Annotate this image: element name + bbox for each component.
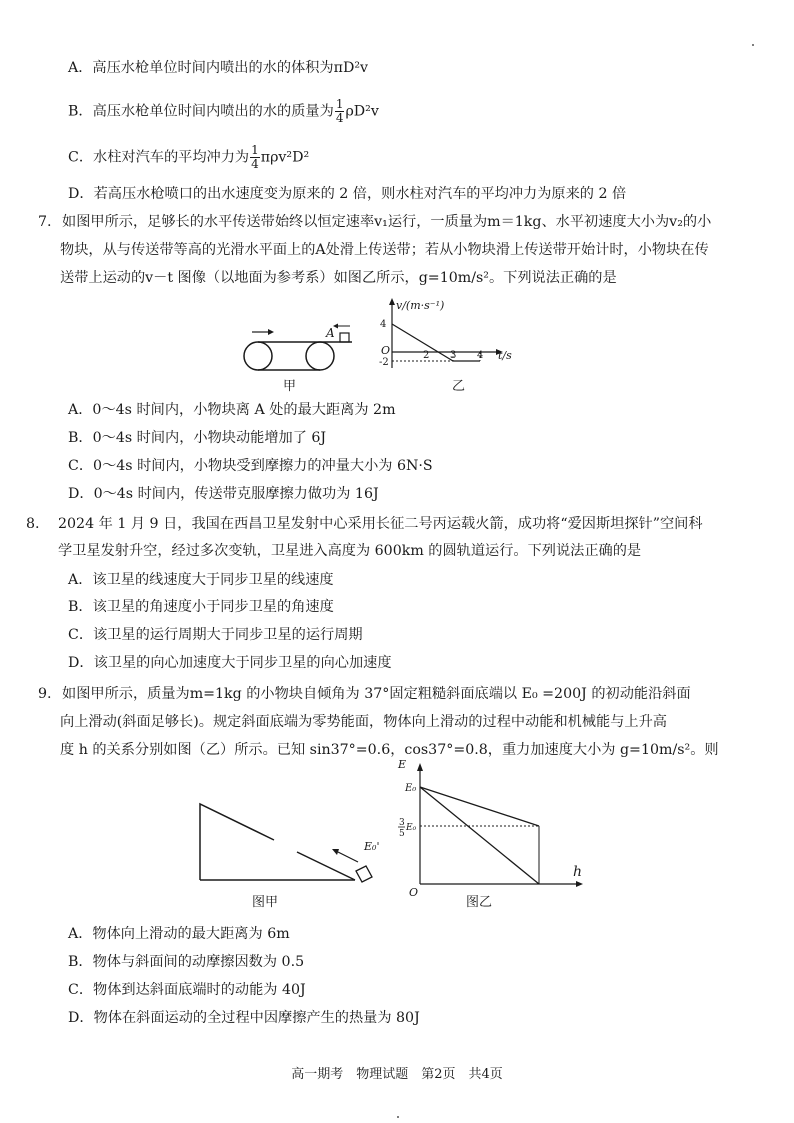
q6-option-d: D．若高压水枪喷口的出水速度变为原来的 2 倍，则水柱对汽车的平均冲力为原来的 2 倍 bbox=[68, 186, 627, 202]
page-footer: 高一期考 物理试题 第2页 共4页 bbox=[291, 1067, 503, 1082]
q6-option-b: B．高压水枪单位时间内喷出的水的质量为 $\frac{1}{4}$ ρD²v bbox=[68, 97, 379, 125]
frac-den-5: 5 bbox=[399, 829, 405, 839]
q6-option-a: A．高压水枪单位时间内喷出的水的体积为πD²v bbox=[68, 60, 369, 76]
q6-b-fraction: $\frac{1}{4}$ bbox=[335, 97, 344, 125]
scan-speck bbox=[752, 44, 754, 46]
q7-option-c: C．0～4s 时间内，小物块受到摩擦力的冲量大小为 6N·S bbox=[68, 458, 433, 474]
q8-option-d: D．该卫星的向心加速度大于同步卫星的向心加速度 bbox=[68, 655, 392, 671]
v-tick-4: 4 bbox=[380, 319, 387, 330]
h-axis-arrow-icon bbox=[576, 881, 583, 887]
q6-option-c: C．水柱对汽车的平均冲力为 $\frac{1}{4}$ πρv²D² bbox=[68, 143, 310, 171]
frac-num-3: 3 bbox=[399, 818, 405, 828]
q7-option-a: A．0～4s 时间内，小物块离 A 处的最大距离为 2m bbox=[68, 402, 396, 418]
figure-jia-caption: 甲 bbox=[283, 379, 297, 394]
q7-option-b: B．0～4s 时间内，小物块动能增加了 6J bbox=[68, 430, 327, 446]
q7-stem-line-1: 如图甲所示，足够长的水平传送带始终以恒定速率v₁运行，一质量为m＝1kg、水平初速度大小为v₂的小 bbox=[62, 214, 712, 230]
launch-direction-arrow-icon bbox=[332, 849, 339, 855]
q9-number: 9. bbox=[38, 686, 52, 702]
q9-option-c: C．物体到达斜面底端时的动能为 40J bbox=[68, 982, 306, 998]
initial-energy-label: E₀' bbox=[364, 840, 380, 853]
q8-option-b: B．该卫星的角速度小于同步卫星的角速度 bbox=[68, 599, 334, 615]
origin-label: O bbox=[381, 344, 391, 357]
block-on-incline bbox=[356, 866, 372, 882]
h-axis-label: h bbox=[573, 864, 583, 880]
q7-stem-line-3: 送带上运动的v－t 图像（以地面为参考系）如图乙所示，g=10m/s²。下列说法正确的是 bbox=[60, 270, 617, 286]
q8-option-c: C．该卫星的运行周期大于同步卫星的运行周期 bbox=[68, 627, 363, 643]
figure-jia-caption-q9: 图甲 bbox=[252, 895, 279, 910]
e0-tick-label: E₀ bbox=[405, 783, 417, 794]
q6-c-fraction: $\frac{1}{4}$ bbox=[251, 143, 259, 171]
conveyor-belt-diagram bbox=[244, 324, 352, 395]
energy-height-graph bbox=[397, 758, 583, 910]
mechanical-energy-line bbox=[420, 787, 539, 826]
t-tick-3: 3 bbox=[450, 350, 457, 361]
frac-e0-label: E₀ bbox=[406, 823, 417, 833]
origin-label-q9: O bbox=[409, 886, 419, 899]
q9-option-b: B．物体与斜面间的动摩擦因数为 0.5 bbox=[68, 954, 305, 970]
incline-diagram bbox=[200, 804, 379, 910]
q9-option-d: D．物体在斜面运动的全过程中因摩擦产生的热量为 80J bbox=[68, 1010, 420, 1026]
t-axis-label: t/s bbox=[498, 349, 512, 362]
e-axis-arrow-icon bbox=[417, 763, 423, 771]
q9-option-a: A．物体向上滑动的最大距离为 6m bbox=[68, 926, 290, 942]
q7-option-d: D．0～4s 时间内，传送带克服摩擦力做功为 16J bbox=[68, 486, 379, 502]
kinetic-energy-line bbox=[420, 787, 539, 884]
v-axis-arrow-icon bbox=[389, 298, 395, 305]
figure-yi-caption-q9: 图乙 bbox=[466, 895, 493, 910]
q7-figures bbox=[230, 296, 530, 396]
v-tick-neg2: -2 bbox=[379, 357, 389, 368]
figure-yi-caption: 乙 bbox=[452, 379, 466, 394]
v-axis-label: v/(m·s⁻¹) bbox=[396, 299, 445, 312]
q7-stem-line-2: 物块，从与传送带等高的光滑水平面上的A处滑上传送带；若从小物块滑上传送带开始计时，小物块在传 bbox=[60, 242, 709, 258]
q9-stem-line-3: 度 h 的关系分别如图（乙）所示。已知 sin37°=0.6，cos37°=0.8，重力加速度大小为 g=10m/s²。则 bbox=[60, 742, 719, 758]
belt-direction-arrow-icon bbox=[268, 329, 274, 335]
q8-number: 8. bbox=[26, 516, 40, 532]
t-tick-4: 4 bbox=[477, 350, 484, 361]
q8-stem-line-2: 学卫星发射升空，经过多次变轨，卫星进入高度为 600km 的圆轨道运行。下列说法正确的是 bbox=[58, 543, 642, 559]
t-tick-2: 2 bbox=[423, 350, 430, 361]
e-axis-label: E bbox=[398, 758, 407, 771]
q8-stem-line-1: 2024 年 1 月 9 日，我国在西昌卫星发射中心采用长征二号丙运载火箭，成功将“爱因斯坦探针”空间科 bbox=[58, 516, 703, 532]
q7-number: 7. bbox=[38, 214, 52, 230]
q8-option-a: A．该卫星的线速度大于同步卫星的线速度 bbox=[68, 572, 334, 588]
q9-figures bbox=[190, 758, 600, 916]
scan-speck bbox=[397, 1116, 399, 1118]
q9-stem-line-1: 如图甲所示，质量为m=1kg 的小物块自倾角为 37°固定粗糙斜面底端以 E₀ =200J 的初动能沿斜面 bbox=[62, 686, 691, 702]
q9-stem-line-2: 向上滑动(斜面足够长)。规定斜面底端为零势能面，物体向上滑动的过程中动能和机械能与上升高 bbox=[60, 714, 667, 730]
point-a-label: A bbox=[326, 326, 335, 340]
vt-graph bbox=[379, 298, 512, 394]
